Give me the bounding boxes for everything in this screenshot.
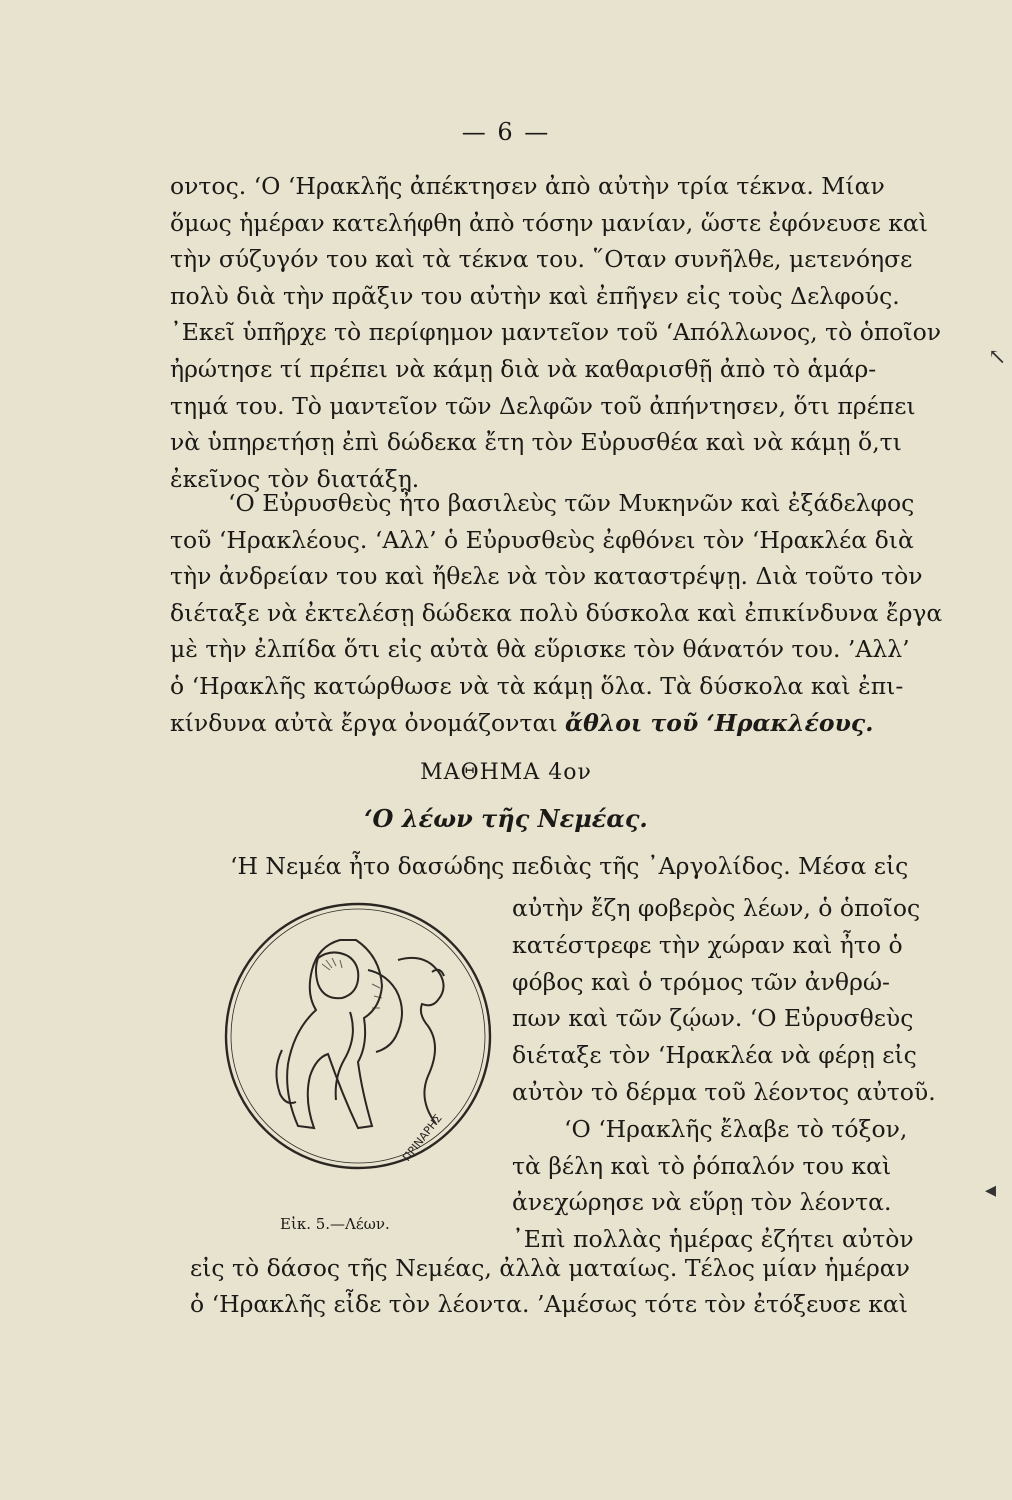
paragraph-1 <box>170 168 942 497</box>
text-line: ὅμως ἡμέραν κατελήφθη ἀπὸ τόσην μανίαν, ὥστε ἐφόνευσε καὶ <box>170 208 929 237</box>
text-line: τὴν ἀνδρείαν του καὶ ἤθελε νὰ τὸν καταστρέψῃ. Διὰ τοῦτο τὸν <box>170 562 923 591</box>
text-line: πων καὶ τῶν ζῴων. ‘Ο Εὐρυσθεὺς <box>512 1004 914 1033</box>
text-line: ἠρώτησε τί πρέπει νὰ κάμῃ διὰ νὰ καθαρισθῇ ἀπὸ τὸ ἁμάρ- <box>170 354 877 383</box>
text-line: ᾿Επὶ πολλὰς ἡμέρας ἐζήτει αὐτὸν <box>512 1225 914 1254</box>
text-line: αὐτὸν τὸ δέρμα τοῦ λέοντος αὐτοῦ. <box>512 1077 936 1106</box>
page-number: — 6 — <box>461 118 551 146</box>
illustrator-signature: ΠΡΙΝΑΡΗΣ <box>400 1111 445 1164</box>
text-line: εἰς τὸ δάσος τῆς Νεμέας, ἀλλὰ ματαίως. Τέλος μίαν ἡμέραν <box>190 1254 910 1282</box>
text-line: διέταξε τὸν ‘Ηρακλέα νὰ φέρῃ εἰς <box>512 1041 917 1070</box>
text-line: τοῦ ‘Ηρακλέους. ‘Αλλ’ ὁ Εὐρυσθεὺς ἐφθόνει τὸν ‘Ηρακλέα διὰ <box>170 525 914 554</box>
text-line: κατέστρεφε τὴν χώραν καὶ ἦτο ὁ <box>512 930 903 959</box>
text-line <box>170 705 912 742</box>
text-line: πολὺ διὰ τὴν πρᾶξιν του αὐτὴν καὶ ἐπῆγεν εἰς τοὺς Δελφούς. <box>170 281 900 310</box>
right-column-text <box>512 890 936 1258</box>
text-line: διέταξε νὰ ἐκτελέσῃ δώδεκα πολὺ δύσκολα καὶ ἐπικίνδυνα ἔργα <box>170 598 943 627</box>
text-line: αὐτὴν ἔζη φοβερὸς λέων, ὁ ὁποῖος <box>512 894 921 922</box>
text-line: φόβος καὶ ὁ τρόμος τῶν ἀνθρώ- <box>512 967 890 996</box>
text-line: τὰ βέλη καὶ τὸ ῥόπαλόν του καὶ <box>512 1151 892 1180</box>
paragraph-2 <box>170 485 943 741</box>
text-line: μὲ τὴν ἐλπίδα ὅτι εἰς αὐτὰ θὰ εὕρισκε τὸν θάνατόν του. ’Αλλ’ <box>170 635 910 664</box>
text-segment: κίνδυνα αὐτὰ ἔργα ὀνομάζονται <box>170 708 566 737</box>
text-line: ἀνεχώρησε νὰ εὕρῃ τὸν λέοντα. <box>512 1188 892 1217</box>
lesson-heading: ΜΑΘΗΜΑ 4ον <box>420 760 592 785</box>
lesson-title: ‘Ο λέων τῆς Νεμέας. <box>364 804 648 833</box>
text-line: ‘Ο Εὐρυσθεὺς ἦτο βασιλεὺς τῶν Μυκηνῶν καὶ ἐξάδελφος <box>228 489 915 517</box>
margin-mark: ↖ <box>988 345 1007 370</box>
text-line: τὴν σύζυγόν του καὶ τὰ τέκνα του. ῞Οταν συνῆλθε, μετενόησε <box>170 245 913 274</box>
text-line: ‘Ο ‘Ηρακλῆς ἔλαβε τὸ τόξον, <box>564 1114 908 1143</box>
text-line: ὁ ‘Ηρακλῆς εἶδε τὸν λέοντα. ’Αμέσως τότε τὸν ἐτόξευσε καὶ <box>190 1290 909 1318</box>
text-line: νὰ ὑπηρετήσῃ ἐπὶ δώδεκα ἔτη τὸν Εὐρυσθέα καὶ νὰ κάμῃ ὅ,τι <box>170 428 902 457</box>
text-line: ᾿Εκεῖ ὑπῆρχε τὸ περίφημον μαντεῖον τοῦ ‘Απόλλωνος, τὸ ὁποῖον <box>170 318 942 347</box>
emphasized-term: ἄθλοι τοῦ ‘Ηρακλέους. <box>565 708 874 737</box>
figure-caption: Εἰκ. 5.—Λέων. <box>280 1215 390 1233</box>
text-line: τημά του. Τὸ μαντεῖον τῶν Δελφῶν τοῦ ἀπήντησεν, ὅτι πρέπει <box>170 391 916 420</box>
text-line: ὁ ‘Ηρακλῆς κατώρθωσε νὰ τὰ κάμῃ ὅλα. Τὰ δύσκολα καὶ ἐπι- <box>170 671 904 700</box>
section-first-line: ‘Η Νεμέα ἦτο δασώδης πεδιὰς τῆς ᾿Αργολίδος. Μέσα εἰς <box>230 852 909 880</box>
text-line: ἐκεῖνος τὸν διατάξῃ. <box>170 464 420 493</box>
margin-mark: ◂ <box>985 1178 997 1203</box>
heracles-lion-figure <box>222 900 494 1172</box>
bottom-paragraph <box>190 1250 910 1322</box>
text-line: οντος. ‘Ο ‘Ηρακλῆς ἀπέκτησεν ἀπὸ αὐτὴν τρία τέκνα. Μίαν <box>170 172 885 200</box>
